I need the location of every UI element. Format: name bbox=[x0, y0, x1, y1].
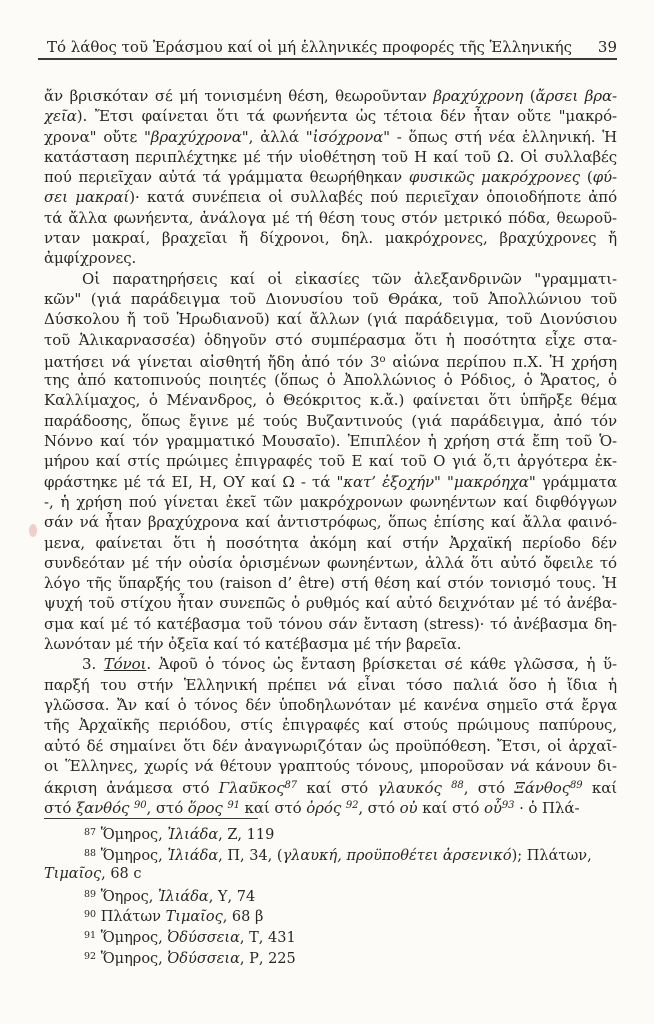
text-run: καί bbox=[582, 779, 617, 797]
text-line bbox=[44, 533, 617, 553]
text-run: κατάσταση περιπλέχτηκε μέ τήν υἱοθέτηση τοῦ Η καί τοῦ Ω. Οἱ συλλαβές bbox=[44, 147, 617, 166]
footnote-line bbox=[44, 926, 617, 947]
footnote-line bbox=[44, 885, 617, 906]
text-run: χεῖα bbox=[44, 107, 77, 126]
text-line bbox=[44, 675, 617, 695]
text-run: τοῦ Ἁλικαρνασσέα) ὁδηγοῦν στό συμπέρασμα ὅτι ἡ ποσότητα εἶχε στα- bbox=[44, 330, 617, 349]
text-run: ", ἀλλά " bbox=[241, 127, 313, 146]
text-line bbox=[44, 654, 617, 674]
text-line bbox=[44, 492, 617, 512]
text-run: Ὅμηρος, bbox=[96, 950, 168, 967]
text-run: γλῶσσα. Ἄν καί ὁ τόνος δέν ὑποδηλωνόταν μέ κανένα σημεῖο στά ἔργα bbox=[44, 695, 617, 714]
text-line bbox=[44, 106, 617, 126]
pink-margin-mark bbox=[29, 524, 37, 537]
text-run: )· κατά συνέπεια οἱ συλλαβές πού περιεῖχαν ὁποιοδήποτε ἀπό bbox=[129, 188, 617, 207]
text-run: , Υ, 74 bbox=[208, 888, 256, 905]
text-line bbox=[44, 776, 617, 796]
text-line bbox=[44, 86, 617, 106]
text-run: " " bbox=[434, 472, 454, 491]
text-run: 89 bbox=[570, 780, 583, 792]
text-run: καί στό bbox=[417, 799, 484, 817]
text-run: " γράμματα bbox=[528, 472, 617, 491]
text-run: αἰώνα περίπου π.Χ. Ἡ χρήση bbox=[385, 352, 617, 371]
text-run: τά ἄλλα φωνήεντα, ἀνάλογα μέ τή θέση τους στόν μετρικό πόδα, θεωροῦ- bbox=[44, 208, 617, 227]
text-run: ματήσει νά γίνεται αἰσθητή ἤδη ἀπό τόν 3 bbox=[44, 352, 380, 371]
text-run: 90 bbox=[84, 909, 97, 921]
text-run: συνδεόταν μέ τήν οὐσία ὁρισμένων φωνηέντων, ἀλλά ὅτι αὐτό ὄφειλε τό bbox=[44, 553, 617, 572]
text-run: Νόννο καί τόν γραμματικό Μουσαῖο). Ἐπιπλέον ἡ χρήση στά ἔπη τοῦ Ὁ- bbox=[44, 432, 617, 451]
text-run: Τιμαῖος bbox=[165, 909, 223, 926]
text-run: , στό bbox=[146, 799, 188, 817]
text-run: μενα, φαίνεται ὅτι ἡ ποσότητα ἀκόμη καί στήν Ἀρχαϊκή περίοδο δέν bbox=[44, 533, 617, 552]
footnote-separator bbox=[44, 818, 258, 819]
footnote-line bbox=[44, 905, 617, 926]
text-line bbox=[44, 695, 617, 715]
text-run: οὐ bbox=[399, 799, 418, 817]
text-run: γλαυκός bbox=[377, 779, 442, 797]
text-run: 88 bbox=[451, 780, 464, 792]
text-run: νταν μακραί, βραχεῖαι ἤ δίχρονοι, δηλ. μακρόχρονες, βραχύχρονες ἤ bbox=[44, 229, 617, 248]
text-run: βραχύχρονα bbox=[150, 127, 242, 146]
text-run: 88 bbox=[84, 847, 97, 859]
footnote-line bbox=[44, 844, 617, 865]
text-line bbox=[44, 614, 617, 634]
text-run: ἀμφίχρονες. bbox=[44, 249, 137, 268]
text-run: παρξή του στήν Ἑλληνική πρέπει νά εἶναι τόσο παλιά ὅσο ἡ ἴδια ἡ bbox=[44, 675, 617, 694]
text-run: φύ- bbox=[592, 168, 617, 187]
text-line bbox=[44, 350, 617, 370]
text-run: της ἀπό κατοπινούς ποιητές (ὅπως ὁ Ἀπολλώνιος ὁ Ρόδιος, ὁ Ἄρατος, ὁ bbox=[44, 371, 617, 390]
text-run: ο bbox=[379, 353, 386, 365]
body-text bbox=[44, 86, 617, 817]
text-run: , 68 β bbox=[222, 909, 264, 926]
text-run: πού περιεῖχαν αὐτά τά γράμματα θεωρήθηκαν bbox=[44, 168, 409, 187]
text-run: 87 bbox=[84, 827, 97, 838]
text-line bbox=[44, 472, 617, 492]
text-line bbox=[44, 715, 617, 735]
text-run: ἰσόχρονα bbox=[312, 127, 384, 146]
text-run: οὗ bbox=[483, 799, 502, 817]
text-run: λωνόταν μέ τήν ὀξεῖα καί τό κατέβασμα μέ τήν βαρεῖα. bbox=[44, 635, 462, 654]
text-run: ); Πλάτων, bbox=[511, 847, 592, 864]
text-run: μακρόηχα bbox=[453, 472, 529, 491]
text-line bbox=[44, 796, 617, 816]
text-line bbox=[44, 593, 617, 613]
text-line bbox=[44, 553, 617, 573]
text-line bbox=[44, 756, 617, 776]
text-run: ἄν βρισκόταν σέ μή τονισμένη θέση, θεωροῦνταν bbox=[44, 87, 434, 105]
text-run: " - ὅπως στή νέα ἑλληνική. Ἡ bbox=[383, 127, 617, 146]
text-run: σμα καί μέ τό κατέβασμα τοῦ τόνου σάν ἔνταση (stress)· τό ἀνέβασμα δη- bbox=[44, 614, 617, 633]
text-run: ( bbox=[580, 168, 593, 187]
text-run: Τόνοι bbox=[103, 655, 147, 674]
text-line bbox=[44, 127, 617, 147]
text-run: κῶν" (γιά παράδειγμα τοῦ Διονυσίου τοῦ Θράκα, τοῦ Ἀπολλώνιου τοῦ bbox=[44, 289, 617, 308]
page-number: 39 bbox=[597, 38, 617, 56]
text-run: Ὀδύσσεια bbox=[167, 929, 240, 946]
footnote-line bbox=[44, 864, 617, 885]
text-run: Ὅμηρος, bbox=[96, 929, 168, 946]
text-run: 3. bbox=[82, 655, 104, 674]
text-run: , στό bbox=[358, 799, 400, 817]
text-line bbox=[44, 431, 617, 451]
text-run: φράστηκε μέ τά ΕΙ, Η, ΟΥ καί Ω - τά " bbox=[44, 472, 344, 491]
text-run: κατ’ ἐξοχήν bbox=[343, 472, 435, 491]
text-run: · ὁ Πλά- bbox=[514, 799, 580, 817]
text-line bbox=[44, 167, 617, 187]
text-run: Ὅμηρος, bbox=[96, 827, 168, 843]
text-run: καί στό bbox=[239, 799, 307, 817]
text-run: ( bbox=[523, 87, 536, 105]
text-line bbox=[44, 330, 617, 350]
text-run: ὅρος bbox=[187, 799, 223, 817]
text-run: Οἱ παρατηρήσεις καί οἱ εἰκασίες τῶν ἀλεξανδρινῶν "γραμματι- bbox=[82, 269, 617, 288]
text-line bbox=[44, 451, 617, 471]
text-run: τῆς Ἀρχαϊκῆς περιόδου, στίς ἐπιγραφές καί στούς πρώιμους παπύρους, bbox=[44, 716, 617, 735]
text-run: 92 bbox=[345, 800, 359, 812]
text-line bbox=[44, 411, 617, 431]
text-run: καί στό bbox=[297, 779, 378, 797]
text-run: Ἰλιάδα bbox=[157, 888, 209, 905]
page-header bbox=[38, 34, 617, 60]
text-run: Καλλίμαχος, ὁ Μένανδρος, ὁ Θεόκριτος κ.ἄ.) φαίνεται ὅτι ὑπῆρξε θέμα bbox=[44, 391, 617, 410]
text-run: Δύσκολου ἤ τοῦ Ἡρωδιανοῦ) καί ἄλλων (γιά παράδειγμα, τοῦ Διονύσιου bbox=[44, 310, 617, 329]
text-run bbox=[442, 779, 451, 796]
text-run: αὐτό δέ σημαίνει ὅτι δέν ἀναγνωριζόταν ὡς προϋπόθεση. Ἔτσι, οἱ ἀρχαῖ- bbox=[44, 736, 617, 755]
text-line bbox=[44, 208, 617, 228]
text-line bbox=[44, 187, 617, 207]
text-run: λόγο τῆς ὕπαρξής του (raison d’ être) στή θέση καί στόν τονισμό τους. Ἡ bbox=[44, 574, 617, 593]
text-run: 90 bbox=[133, 800, 147, 812]
text-run: , Ρ, 225 bbox=[239, 950, 296, 967]
text-run: 93 bbox=[501, 800, 515, 812]
text-line bbox=[44, 228, 617, 248]
text-run: , Π, 34, ( bbox=[218, 847, 283, 864]
text-run: . Ἀφοῦ ὁ τόνος ὡς ἔνταση βρίσκεται σέ κάθε γλῶσσα, ἡ ὕ- bbox=[146, 655, 617, 674]
running-title: Τό λάθος τοῦ Ἐράσμου καί οἱ μή ἑλληνικές προφορές τῆς Ἑλληνικής bbox=[46, 38, 573, 56]
text-run: Ἰλιάδα bbox=[167, 847, 219, 864]
text-run: ἄρσει βρα- bbox=[535, 87, 617, 105]
text-line bbox=[44, 309, 617, 329]
text-line bbox=[44, 736, 617, 756]
text-run: βραχύχρονη bbox=[433, 87, 524, 105]
text-run: μήρου καί στίς πρώιμες ἐπιγραφές τοῦ Ε καί τοῦ Ο γιά ὅ,τι ἀργότερα ἐκ- bbox=[44, 452, 617, 471]
text-line bbox=[44, 248, 617, 268]
text-run: 91 bbox=[84, 929, 97, 941]
text-line bbox=[44, 147, 617, 167]
text-run: ξανθός bbox=[75, 799, 130, 817]
text-run: φυσικῶς μακρόχρονες bbox=[408, 168, 581, 187]
text-line bbox=[44, 512, 617, 532]
text-line bbox=[44, 289, 617, 309]
text-line bbox=[44, 269, 617, 289]
text-run: , στό bbox=[463, 779, 515, 797]
text-run: Ἰλιάδα bbox=[167, 827, 219, 843]
text-run: σάν νά ἦταν βραχύχρονα καί ἀντιστρόφως, ὅπως ἐπίσης καί ἄλλα φαινό- bbox=[44, 513, 617, 532]
text-run: άκριση ἀνάμεσα στό bbox=[44, 779, 219, 797]
text-run: ). Ἔτσι φαίνεται ὅτι τά φωνήεντα ὡς τέτοια δέν ἦταν οὔτε "μακρό- bbox=[76, 107, 617, 126]
text-run: Τιμαῖος bbox=[44, 866, 102, 883]
text-run: 91 bbox=[227, 800, 240, 812]
text-line bbox=[44, 370, 617, 390]
footnotes bbox=[44, 823, 617, 967]
text-line bbox=[44, 390, 617, 410]
footnote-line bbox=[44, 947, 617, 968]
footnote-line bbox=[44, 823, 617, 844]
text-run: στό bbox=[44, 799, 76, 817]
text-run: 92 bbox=[84, 950, 97, 962]
text-run: ψυχή τοῦ στίχου ἦταν συνεπῶς ὁ ρυθμός καί αὐτό δειχνόταν μέ τό ἀνέβα- bbox=[44, 594, 617, 613]
text-run: παράδοσης, ὅπως ἔγινε μέ τούς Βυζαντινούς (γιά παράδειγμα, ἀπό τόν bbox=[44, 411, 617, 430]
text-run: γλαυκή, προϋποθέτει ἀρσενικό bbox=[282, 847, 512, 864]
text-run: σει μακραί bbox=[44, 188, 130, 207]
text-run: Ξάνθος bbox=[514, 779, 571, 797]
text-run: Ὅηρος, bbox=[96, 888, 158, 905]
text-run: Πλάτων bbox=[96, 909, 166, 926]
text-run: 87 bbox=[284, 780, 298, 792]
text-run: οι Ἕλληνες, χωρίς νά θέτουν γραπτούς τόνους, μποροῦσαν νά κάνουν δι- bbox=[44, 756, 617, 775]
text-run: , Ζ, 119 bbox=[218, 827, 275, 843]
text-run: , Τ, 431 bbox=[239, 929, 296, 946]
text-run: , 68 c bbox=[101, 866, 142, 883]
text-run: -, ἡ χρήση πού γίνεται ἐκεῖ τῶν μακρόχρονων φωνηέντων καί διφθόγγων bbox=[44, 492, 617, 511]
text-run: 89 bbox=[84, 888, 97, 900]
text-run: Γλαῦκος bbox=[218, 779, 285, 797]
text-run: χρονα" οὔτε " bbox=[44, 127, 151, 146]
text-run: Ὀδύσσεια bbox=[167, 950, 240, 967]
text-run: Ὅμηρος, bbox=[96, 847, 168, 864]
text-line bbox=[44, 573, 617, 593]
text-run: ὀρός bbox=[306, 799, 342, 817]
text-line bbox=[44, 634, 617, 654]
